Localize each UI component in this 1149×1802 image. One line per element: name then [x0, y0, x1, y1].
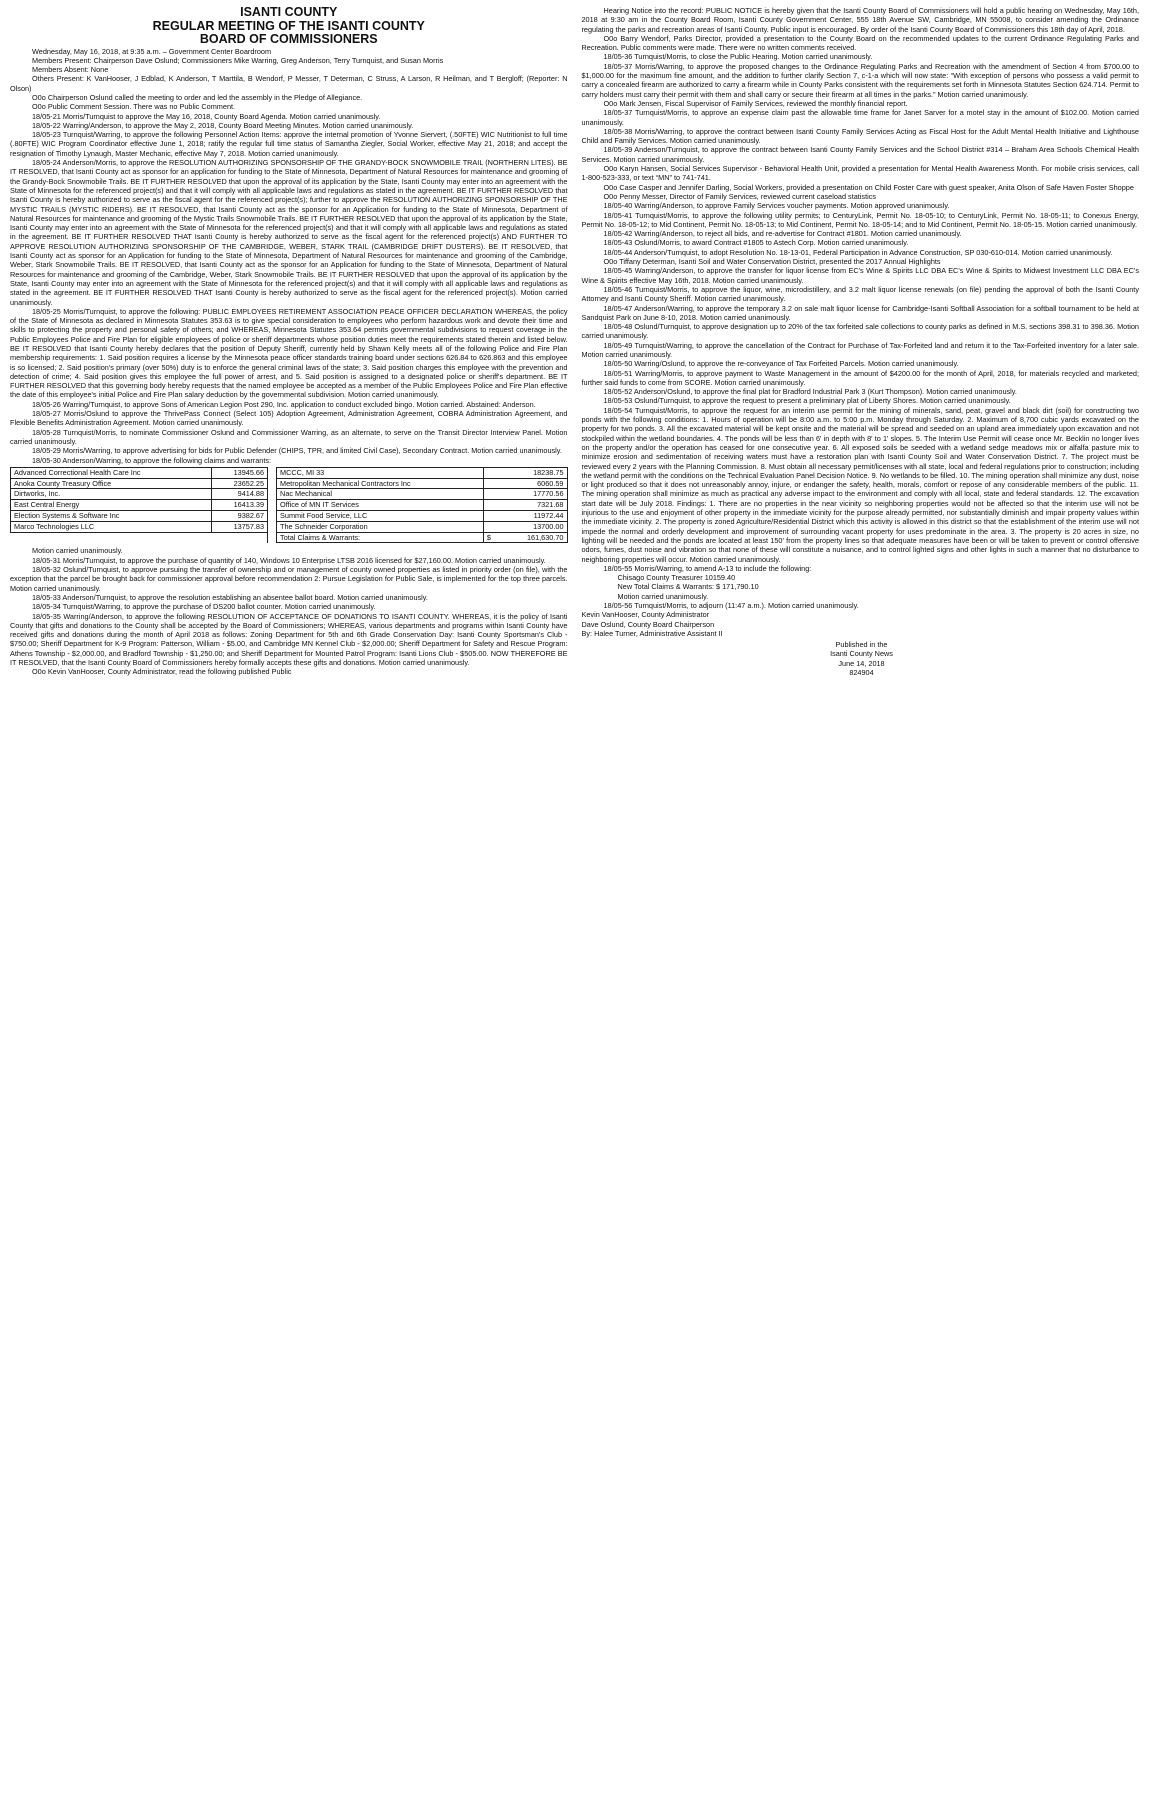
minutes-paragraph: 18/05-34 Turnquist/Warring, to approve the purchase of DS200 ballot counter. Motion carried unanimously.: [32, 602, 376, 612]
signature-block: [582, 610, 1140, 638]
minutes-paragraph: 18/05-27 Morris/Oslund to approve the ThrivePass Connect (Select 105) Adoption Agreement, Administration Agreement, COBRA Administration Agreement, and Flexible Benefits Administration Agreement. Motion carried unanimously.: [10, 409, 568, 428]
claims-row: [11, 500, 568, 511]
minutes-paragraph: 18/05-30 Anderson/Warring, to approve the following claims and warrants:: [32, 455, 272, 465]
claims-vendor-right: Metropolitan Mechanical Contractors Inc: [277, 478, 484, 489]
minutes-paragraph: O0o Case Casper and Jennifer Darling, Social Workers, provided a presentation on Child Foster Care with guest speaker, Anita Olson of Safe Haven Foster Shoppe: [603, 182, 1134, 192]
minutes-paragraph: Others Present: K VanHooser, J Edblad, K Anderson, T Marttila, B Wendorf, P Messer, T Determan, C Struss, A Larson, R Heilman, and T Bergloff; (Reporter: N Olson): [10, 74, 568, 93]
claims-table: [10, 467, 568, 544]
notice-header: [10, 6, 568, 47]
claims-amount-left: 9414.88: [211, 489, 267, 500]
claims-gap: [268, 521, 277, 532]
minutes-paragraph: 18/05-24 Anderson/Morris, to approve the RESOLUTION AUTHORIZING SPONSORSHIP OF THE GRANDY-BOCK SNOWMOBILE TRAIL (NORTHERN LITES). BE IT RESOLVED, that Isanti County act as sponsor for an application for funding to the State of Minnesota, Department of Natural Resources for maintenance and grooming of the Grandy-Bock Snowmobile Trails. BE IT FURTHER RESOLVED that upon the approval of its application by the State, Isanti County may enter into an agreement with the State of Minnesota for the referenced project(s) and that it will comply with all applicable laws and regulations as stated in the agreement. BE IT FURTHER RESOLVED that Isanti County is hereby authorized to serve as the fiscal agent for the referenced project(s); further to approve the RESOLUTION AUTHORIZING SPONSORSHIP OF THE MYSTIC TRAILS (MYSTIC RIDERS). BE IT RESOLVED, that Isanti County act as the sponsor for an Application for funding to the State of Minnesota, Department of Natural Resources for maintenance and grooming of the Mystic Trails Snowmobile Trails. BE IT FURTHER RESOLVED that upon the approval of its application by the State, Isanti County may enter into an agreement with the State of Minnesota for the referenced project(s) and that it will comply with all applicable laws and regulations as stated in the agreement. BE IT FURTHER RESOLVED THAT Isanti County is hereby authorized to serve as the fiscal agent for the referenced project(s) AND FURTHER TO APPROVE RESOLUTION AUTHORIZING SPONSORSHIP OF THE CAMBRIDGE, WEBER, STARK TRAIL (CAMBRIDGE DRIFT DUSTERS). BE IT RESOLVED, that Isanti County act as sponsor for an Application for funding to the State of Minnesota, Department of Natural Resources for maintenance and grooming of the Cambridge, Weber, Stark Snowmobile Trails. BE IT RESOLVED, that Isanti County act as the sponsor for an Application for funding to the State of Minnesota, Department of Natural Resources for maintenance and grooming of the Cambridge, Weber, Stark Snowmobile Trails. BE IT FURTHER RESOLVED that upon the approval of its application by the State, Isanti County may enter into an agreement with the State of Minnesota for the referenced project(s) and that it will comply with all applicable laws and regulations as stated in the agreement. BE IT FURTHER RESOLVED THAT Isanti County is hereby authorized to serve as the fiscal agent for the referenced project(s). Motion carried unanimously.: [10, 158, 568, 307]
minutes-paragraph: 18/05-26 Warring/Turnquist, to approve Sons of American Legion Post 290, Inc. application to conduct excluded bingo. Motion carried. Abstained: Anderson.: [32, 399, 536, 409]
claims-vendor-left: Advanced Correctional Health Care Inc: [11, 467, 212, 478]
claims-total-label: Total Claims & Warrants:: [277, 532, 484, 543]
claims-gap: [268, 478, 277, 489]
minutes-paragraph: 18/05-35 Warring/Anderson, to approve the following RESOLUTION OF ACCEPTANCE OF DONATIONS TO ISANTI COUNTY. WHEREAS, it is the policy of Isanti County that gifts and donations to the County shall be accepted by the Board of Commissioners; WHEREAS, various departments and programs within Isanti County have received gifts and donations during the month of April 2018 as follows: Zoning Department for 5th and 6th Grade Conservation Day: Isanti County Sportsman's Club - $750.00; Sheriff Department for K-9 Program: Patterson, William - $5.00, and Cambridge MN Kennel Club - $2,000.00; Sheriff Department for Safety and Rescue Program: Athens Township - $2,000.00, and Bradford Township - $1,250.00; and Sheriff Department for Mounted Patrol Program: Isanti Lions Club - $505.00. NOW THEREFORE BE IT RESOLVED, that the Isanti County Board of Commissioners hereby formally accepts these gifts and donations. Motion carried unanimously.: [10, 611, 568, 667]
claims-row: [11, 511, 568, 522]
claims-amount-left: 23652.25: [211, 478, 267, 489]
minutes-paragraph: 18/05-44 Anderson/Turnquist, to adopt Resolution No. 18-13-01, Federal Participation in Advance Construction, SP 030-610-014. Motion carried unanimously.: [603, 247, 1113, 257]
minutes-paragraph: O0o Tiffany Determan, Isanti Soil and Water Conservation District, presented the 2017 Annual Highlights: [603, 257, 941, 267]
minutes-paragraph: 18/05-21 Morris/Turnquist to approve the May 16, 2018, County Board Agenda. Motion carried unanimously.: [32, 111, 381, 121]
minutes-paragraph: 18/05-52 Anderson/Oslund, to approve the final plat for Bradford Industrial Park 3 (Kurt Thompson). Motion carried unanimously.: [603, 387, 1017, 397]
minutes-paragraph: 18/05-31 Morris/Turnquist, to approve the purchase of quantity of 140, Windows 10 Enterprise LTSB 2016 licensed for $27,160.00. Motion carried unanimously.: [32, 555, 546, 565]
publication-line: 824904: [849, 668, 874, 678]
minutes-paragraph: O0o Penny Messer, Director of Family Services, reviewed current caseload statistics: [603, 191, 877, 201]
minutes-paragraph: Members Absent: None: [32, 65, 109, 75]
claims-amount-right: 11972.44: [483, 511, 567, 522]
claims-amount-right: 13700.00: [483, 521, 567, 532]
minutes-paragraph: 18/05-47 Anderson/Warring, to approve the temporary 3.2 on sale malt liquor license for Cambridge-Isanti Softball Association for a softball tournament to be held at Sandquist Park on June 8-10, 2018. Motion carried unanimously.: [581, 303, 1139, 322]
claims-amount-right: 17770.56: [483, 489, 567, 500]
claims-gap: [268, 511, 277, 522]
columns: [10, 6, 1139, 1798]
publication-line: June 14, 2018: [838, 658, 885, 668]
adjourn-motion: 18/05-56 Turnquist/Morris, to adjourn (11:47 a.m.). Motion carried unanimously.: [603, 601, 859, 610]
left-after-paragraphs: [10, 546, 568, 676]
minutes-paragraph: 18/05-54 Turnquist/Morris, to approve the request for an interim use permit for the mining of minerals, sand, peat, gravel and black dirt (soil) for constructing two ponds with the following conditions: 1. Hours of operation will be 8:00 a.m. to 5:00 p.m. Monday through Saturday. 2. Maximum of 8,700 cubic yards excavated on the property for two ponds. 3. All the excavated material will be kept onsite and the material will be spread and seeded on an upland area immediately upon excavation and not stockpiled within the wetland boundaries. 4. The ponds will be less than 6' in depth with 8' to 1' slopes. 5. The Interim Use Permit will cease once Mr. Becklin no longer lives on the property and/or the operation has ceased for one consecutive year. 6. All exposed soils be seeded with a wetland sedge meadows mix or alfalfa pasture mix to minimize erosion and sedimentation of receiving waters must have a restoration plan with Isanti County Soil and Water Conservation District. 7. The project must be reviewed every 2 years with the Planning Commission. 8. Must obtain all necessary permit/licenses with all state, local and federal regulations prior to construction; including the wetland permit with the conditions on the Technical Evaluation Panel Decision Notice. 9. No wetlands to be filled. 10. The mining operation shall minimize any dust, noise or light produced so that it does not unreasonably annoy, injure, or endanger the safety, health, morals, comfort or repose of any considerable members of the public. 11. The mining operation shall minimize as much as practical any adverse impact to the environment and comply with all local, state and federal standards. 12. The excavation start date will be July 2018. Findings: 1. There are no properties in the near vicinity so neighboring properties would not be affected so that the interim use will not be injurious to the use and enjoyment of other property in the immediate vicinity for the purpose already permitted, nor substantially diminish and impair property values within the immediate vicinity. 2. The property is zoned Agriculture/Residential District which this activity is allowed in this district so that the establishment of the interim use will not impede the normal and orderly development and improvement of surrounding vacant property for uses predominate in the area. 3. The property is 20 acres in size, no lighting will be needed and the ponds are located at least 150' from the property lines so that adequate measures have been or will be taken to prevent or control offensive odors, fumes, dust noise and vibration so that none of these will constitute a nuisance, and to control lighted signs and other lights in such a manner that no disturbance to neighboring properties will occur. Motion carried unanimously.: [581, 405, 1139, 564]
minutes-paragraph: 18/05-37 Turnquist/Morris, to approve an expense claim past the allowable time frame for Janet Sarver for a motel stay in the amount of $102.00. Motion carried unanimously.: [581, 108, 1139, 127]
minutes-paragraph: 18/05-25 Morris/Turnquist, to approve the following: PUBLIC EMPLOYEES RETIREMENT ASSOCIATION PEACE OFFICER DECLARATION WHEREAS, the policy of the State of Minnesota as declared in Minnesota Statutes 353.63 is to give special consideration to employees who perform hazardous work and devote their time and skills to protecting the property and personal safety of others; and WHEREAS, Minnesota Statutes 353.64 permits governmental subdivisions to request coverage in the Public Employees Police and Fire Plan for eligible employees of police or sheriff departments whose position duties meet the requirements stated therein and listed below. BE IT RESOLVED that Isanti County hereby declares that the position of Deputy Sheriff, currently held by Shawn Kelly meets all of the following Police and Fire Plan membership requirements: 1. Said position requires a license by the Minnesota peace officer standards training board under sections 626.84 to 626.863 and this employee is so licensed; 2. Said position's primary (over 50%) duty is to enforce the general criminal laws of the state; 3. Said position charges this employee with the prevention and detection of crime; 4. Said position gives this employee the full power of arrest, and 5. Said position is assigned to a designated police or sheriff's department. BE IT FURTHER RESOLVED that this governing body hereby requests that the named employee be accepted as a member of the Public Employees Police and Fire Plan effective the date of this employee's initial Police and Fire Plan salary deduction by the governmental subdivision. Motion carried unanimously.: [10, 306, 568, 400]
minutes-paragraph: Motion carried unanimously.: [32, 546, 123, 556]
minutes-paragraph: 18/05-46 Turnquist/Morris, to approve the liquor, wine, microdistillery, and 3.2 malt liquor license renewals (on file) pending the approval of both the Isanti County Attorney and Isanti County Sheriff. Motion carried unanimously.: [581, 284, 1139, 304]
claims-amount-right: 6060.59: [483, 478, 567, 489]
claims-vendor-right: The Schneider Corporation: [277, 521, 484, 532]
header-board: BOARD OF COMMISSIONERS: [199, 32, 378, 46]
amend-line-2: New Total Claims & Warrants: $ 171,790.10: [617, 582, 759, 592]
minutes-paragraph: Wednesday, May 16, 2018, at 9:35 a.m. – Government Center Boardroom: [32, 46, 272, 56]
minutes-paragraph: O0o Chairperson Oslund called the meeting to order and led the assembly in the Pledge of Allegiance.: [32, 92, 363, 102]
claims-amount-left: 16413.39: [211, 500, 267, 511]
claims-vendor-left: Anoka County Treasury Office: [11, 478, 212, 489]
minutes-paragraph: 18/05-42 Warring/Anderson, to reject all bids, and re-advertise for Contract #1801. Motion carried unanimously.: [603, 229, 962, 239]
minutes-paragraph: O0o Public Comment Session. There was no Public Comment.: [32, 102, 236, 112]
claims-amount-right: 18238.75: [483, 467, 567, 478]
left-paragraphs: [10, 47, 568, 465]
amend-line-1: Chisago County Treasurer 10159.40: [617, 573, 736, 583]
claims-gap: [268, 500, 277, 511]
minutes-paragraph: O0o Mark Jensen, Fiscal Supervisor of Family Services, reviewed the monthly financial report.: [603, 98, 908, 108]
minutes-paragraph: 18/05-40 Warring/Anderson, to approve Family Services voucher payments. Motion approved unanimously.: [603, 201, 950, 211]
claims-vendor-right: MCCC, MI 33: [277, 467, 484, 478]
minutes-paragraph: 18/05-22 Warring/Anderson, to approve the May 2, 2018, County Board Meeting Minutes. Motion carried unanimously.: [32, 120, 414, 130]
claims-gap: [268, 467, 277, 478]
header-meeting: REGULAR MEETING OF THE ISANTI COUNTY: [152, 18, 425, 33]
minutes-paragraph: 18/05-38 Morris/Warring, to approve the contract between Isanti County Family Services Acting as Fiscal Host for the Adult Mental Health Initiative and Lighthouse Child and Family Services. Motion carried unanimously.: [581, 126, 1139, 146]
publication-block: [582, 640, 1140, 677]
claims-row: [11, 478, 568, 489]
header-county: ISANTI COUNTY: [240, 5, 338, 19]
minutes-paragraph: 18/05-48 Oslund/Turnquist, to approve designation up to 20% of the tax forfeited sale collections to county parks as defined in M.S. sections 398.31 to 398.36. Motion carried unanimously.: [581, 322, 1139, 341]
minutes-paragraph: 18/05-41 Turnquist/Morris, to approve the following utility permits; to CenturyLink, Permit No. 18-05-10; to CenturyLink, Permit No. 18-05-11; to Conexus Energy, Permit No. 18-05-12; to Mid Continent, Permit No. 18-05-13; to Mid Continent, Permit No. 18-05-14; and to Mid Continent, Permit No. 18-05-15. Motion carried unanimously.: [581, 210, 1139, 229]
minutes-paragraph: 18/05-33 Anderson/Turnquist, to approve the resolution establishing an absentee ballot board. Motion carried unanimously.: [32, 592, 428, 602]
claims-amount-left: 13757.83: [211, 521, 267, 532]
signature-line: Dave Oslund, County Board Chairperson: [581, 619, 715, 629]
minutes-paragraph: O0o Karyn Hansen, Social Services Supervisor - Behavioral Health Unit, provided a presentation for Mental Health Awareness Month. For mobile crisis services, call 1-800-523-333, or text “MN” to 741-741.: [581, 164, 1139, 183]
claims-total-value: $ 161,630.70: [483, 532, 567, 543]
claims-row: [11, 489, 568, 500]
amend-line-3: Motion carried unanimously.: [617, 591, 709, 601]
minutes-paragraph: O0o Kevin VanHooser, County Administrator, read the following published Public: [32, 667, 292, 677]
claims-amount-left: 13945.66: [211, 467, 267, 478]
minutes-paragraph: 18/05-51 Warring/Morris, to approve payment to Waste Management in the amount of $4200.00 for the month of April, 2018, for materials recycled and marketed; further said funds to come from SCORE. Motion carried unanimously.: [581, 368, 1139, 387]
minutes-paragraph: 18/05-28 Turnquist/Morris, to nominate Commissioner Oslund and Commissioner Warring, as an alternate, to serve on the Transit Director Interview Panel. Motion carried unanimously.: [10, 427, 568, 446]
minutes-paragraph: 18/05-55 Morris/Warring, to amend A-13 to include the following:: [603, 563, 812, 573]
minutes-paragraph: Members Present: Chairperson Dave Oslund; Commissioners Mike Warring, Greg Anderson, Terry Turnquist, and Susan Morris: [32, 55, 444, 65]
right-column: [582, 6, 1140, 1798]
signature-line: Kevin VanHooser, County Administrator: [581, 610, 710, 620]
publication-line: Isanti County News: [830, 649, 893, 659]
minutes-paragraph: 18/05-49 Turnquist/Warring, to approve the cancellation of the Contract for Purchase of Tax-Forfeited land and return it to the Tax-Forfeited inventory for a later sale. Motion carried unanimously.: [581, 340, 1139, 359]
minutes-paragraph: 18/05-43 Oslund/Morris, to award Contract #1805 to Astech Corp. Motion carried unanimously.: [603, 238, 909, 248]
publication-line: Published in the: [835, 640, 888, 650]
claims-total-currency: $: [486, 532, 491, 542]
left-column: [10, 6, 568, 1798]
minutes-paragraph: O0o Barry Wendorf, Parks Director, provided a presentation to the County Board on the recommended updates to the current Ordinance Regulating Parks and Recreation. Public comments were made. There were no written comments received.: [581, 33, 1139, 53]
claims-gap: [268, 489, 277, 500]
claims-vendor-right: Summit Food Service, LLC: [277, 511, 484, 522]
signature-line: By: Halee Turner, Administrative Assistant II: [581, 628, 723, 638]
claims-row: [11, 467, 568, 478]
minutes-paragraph: Hearing Notice into the record: PUBLIC NOTICE is hereby given that the Isanti County Board of Commissioners will hold a public hearing on Wednesday, May 16th, 2018 at 9:30 am in the County Board Room, Isanti County Government Center, 555 18th Avenue SW, Cambridge, MN 55008, to consider amending the Ordinance regulating the parks and recreation areas of Isanti County. Public input is encouraged. By order of the Isanti County Board of Commissioners this 18th day of April, 2018.: [581, 6, 1139, 34]
minutes-paragraph: 18/05-36 Turnquist/Morris, to close the Public Hearing. Motion carried unanimously.: [603, 52, 873, 62]
minutes-paragraph: 18/05-45 Warring/Anderson, to approve the transfer for liquor license from EC's Wine & Spirits LLC DBA EC's Wine & Spirits to Midwest Investment LLC DBA EC's Wine & Spirits effective May 16th, 2018. Motion carried unanimously.: [581, 266, 1139, 285]
claims-amount-left: 9382.67: [211, 511, 267, 522]
right-paragraphs: [582, 6, 1140, 573]
claims-row: [11, 521, 568, 532]
minutes-paragraph: 18/05-53 Oslund/Turnquist, to approve the request to present a preliminary plat of Liberty Shores. Motion carried unanimously.: [603, 396, 1011, 406]
amendment-block: [582, 573, 1140, 601]
claims-vendor-left: Dirtworks, Inc.: [11, 489, 212, 500]
claims-amount-right: 7321.68: [483, 500, 567, 511]
minutes-paragraph: 18/05-39 Anderson/Turnquist, to approve the contract between Isanti County Family Services and the School District #314 – Braham Area Schools Chemical Health Services. Motion carried unanimously.: [581, 145, 1139, 164]
claims-vendor-left: Election Systems & Software Inc: [11, 511, 212, 522]
claims-vendor-right: Office of MN IT Services: [277, 500, 484, 511]
minutes-paragraph: 18/05-50 Warring/Oslund, to approve the re-conveyance of Tax Forfeited Parcels. Motion carried unanimously.: [603, 359, 959, 369]
minutes-paragraph: 18/05-32 Oslund/Turnquist, to approve pursuing the transfer of ownership and or management of county owned properties as listed in priority order (on file), with the exception that the parcel be brought back for commissioner approval before recommendation 2: Pursue Legislation for Public Sale, is implemented for the top three parcels. Motion carried unanimously.: [10, 565, 568, 593]
claims-vendor-right: Nac Mechanical: [277, 489, 484, 500]
minutes-paragraph: 18/05-37 Morris/Warring, to approve the proposed changes to the Ordinance Regulating Parks and Recreation with the amendment of Section 4 from $700.00 to $1,000.00 for the maximum fine amount, and the addition to further clarify Section 7, c-1-a which will now state: “With exception of persons who possess a valid permit to carry a concealed firearm are authorized to carry a firearm while in County Parks consistent with the requirements set forth in Minnesota Statutes Section 624.714. Permit to carry holders must carry their permit with them and shall carry or secure their firearm at all times in the parks.” Motion carried unanimously.: [581, 61, 1139, 99]
claims-vendor-left: East Central Energy: [11, 500, 212, 511]
minutes-paragraph: 18/05-29 Morris/Warring, to approve advertising for bids for Public Defender (CHIPS, TPR, and limited Civil Case), Secondary Contract. Motion carried unanimously.: [32, 446, 562, 456]
minutes-paragraph: 18/05-23 Turnquist/Warring, to approve the following Personnel Action Items: approve the internal promotion of Yvonne Siervert, (.50FTE) WIC Nutritionist to full time (.80FTE) WIC Program Coordinator effective June 1, 2018; ratify the regular full time status of Samantha Ziegler, Social Worker, effective May 21, 2018; and accept the resignation of Timothy Lynaugh, Master Mechanic, effective May 7, 2018. Motion carried unanimously.: [10, 130, 568, 158]
claims-vendor-left: Marco Technologies LLC: [11, 521, 212, 532]
claims-total-row: [11, 532, 568, 543]
